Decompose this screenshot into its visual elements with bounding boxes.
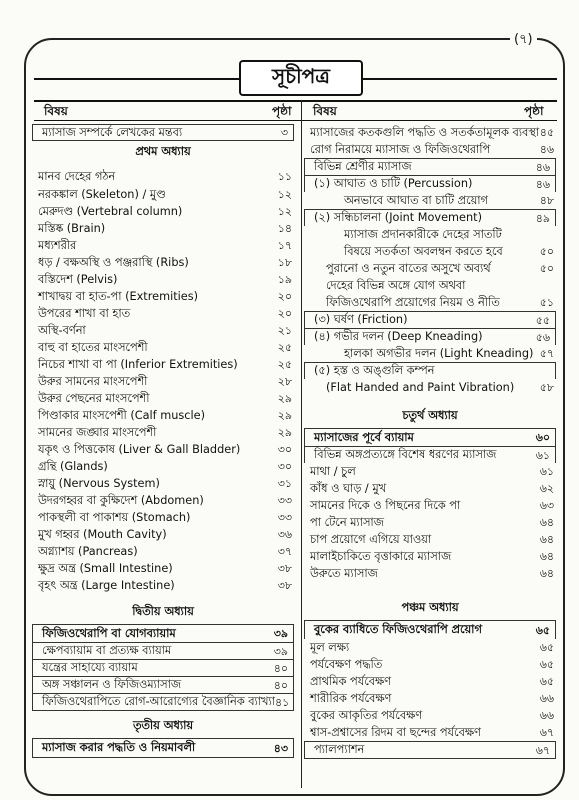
toc-entry-page: ৩৩ [277,494,292,507]
right-toc-row [304,446,556,463]
toc-entry-text: বিভিন্ন অঙ্গপ্রত্যঙ্গে বিশেষ ধরণের ম্যাসাজ [314,448,497,462]
toc-entry-text: (৪) গভীর দলন (Deep Kneading) [314,330,483,344]
left-toc-row [32,560,294,577]
right-toc-row [304,741,556,759]
left-page-header: পৃষ্ঠা [272,104,292,118]
toc-entry-page: ৬৫ [539,675,554,688]
toc-entry-text: (Flat Handed and Paint Vibration) [326,380,515,394]
left-toc-row [32,424,294,441]
right-toc-row [304,311,556,328]
toc-entry-page: ৬২ [539,482,554,495]
toc-entry-page: ৩১ [277,477,292,490]
toc-entry-text: ম্যাসাজ করার পদ্ধতি ও নিয়মাবলী [42,741,196,755]
left-toc-row [32,407,294,424]
toc-entry-text: সামনের জঙ্ঘার মাংসপেশী [38,425,157,439]
left-toc-row [32,124,294,141]
left-toc-row [32,271,294,288]
toc-entry-text: অস্থি-বর্ণনা [38,323,86,337]
toc-entry-page: ৩০ [277,443,292,456]
toc-entry-text: মাথা / চুল [310,464,356,478]
toc-entry-page: ৪১ [275,695,290,709]
left-toc-row [32,144,294,160]
left-toc-row [32,322,294,339]
right-toc-row [304,158,556,175]
right-toc-row [304,620,556,639]
toc-entry-text: ম্যাসাজের পূর্বে ব্যায়াম [314,430,414,444]
toc-entry-text: রোগ নিরাময়ে ম্যাসাজ ও ফিজিওথেরাপি [310,142,491,156]
left-toc-row [32,168,294,185]
toc-entry-page: ২৮ [277,375,292,388]
right-toc-row [304,209,556,226]
toc-entry-text: পঞ্চম অধ্যায় [401,601,459,615]
toc-entry-page: ৬১ [535,448,550,462]
toc-entry-page: ১১ [277,170,292,183]
right-toc-row [304,428,556,446]
toc-entry-text: কাঁধ ও ঘাড় / মুখ [310,481,387,495]
toc-entry-page: ৫১ [539,296,554,309]
toc-entry-text: মালাইচাকিতে বৃত্তাকারে ম্যাসাজ [310,549,452,563]
left-toc-row [32,186,294,203]
toc-entry-text: পা টেনে ম্যাসাজ [310,515,384,529]
left-toc-row [32,604,294,620]
toc-entry-text: (৩) ঘর্ষণ (Friction) [314,313,408,327]
toc-entry-text: প্যালপ্যাশন [314,743,365,757]
toc-entry-page: ৫৮ [539,381,554,394]
toc-entry-text: ম্যাসাজ সম্পর্কে লেখকের মন্তব্য [42,125,183,139]
right-toc-row [304,565,556,582]
toc-entry-text: চাপ প্রয়োগে এগিয়ে যাওয়া [310,532,432,546]
toc-entry-text: সামনের দিকে ও পিছনের দিকে পা [310,498,461,512]
toc-entry-page: ৪৫ [539,126,554,139]
toc-entry-page: ৫০ [539,245,554,258]
left-toc-row [32,642,294,659]
toc-entry-text: বুকের আকৃতির পর্যবেক্ষণ [310,708,423,722]
toc-entry-text: উরুর সামনের মাংসপেশী [38,374,148,388]
toc-entry-page: ৪৬ [535,160,550,174]
toc-entry-text: স্নায়ু (Nervous System) [38,476,160,490]
toc-entry-page: ১৭ [277,239,292,252]
left-toc-row [32,254,294,271]
right-toc-row [304,463,556,480]
column-divider [301,100,302,788]
left-toc-row [32,526,294,543]
toc-entry-text: মেরুদণ্ড (Vertebral column) [38,204,183,218]
toc-entry-text: প্রথম অধ্যায় [135,145,191,159]
toc-entry-text: (৫) হস্ত ও অঙ্গুলি কম্পন [314,364,435,378]
toc-entry-text: বাহু বা হাতের মাংসপেশী [38,340,148,354]
toc-entry-page: ২১ [277,324,292,337]
left-toc-row [32,676,294,693]
header-top-rule [34,100,557,102]
toc-entry-page: ৬৪ [539,567,554,580]
left-toc-row [32,577,294,594]
toc-entry-text: মুখ গহ্বর (Mouth Cavity) [38,527,167,541]
left-toc-row [32,458,294,475]
right-toc-row [304,408,556,424]
toc-entry-text: (১) আঘাত ও চাটি (Percussion) [314,177,473,191]
right-toc-row [304,548,556,565]
left-toc-row [32,475,294,492]
toc-entry-page: ৪৯ [535,211,550,225]
right-toc-row [304,600,556,616]
right-subject-header: বিষয় [313,104,337,118]
toc-entry-page: ৩৭ [277,545,292,558]
toc-entry-page: ৩৯ [273,644,288,658]
right-toc-row [304,707,556,724]
toc-entry-page: ২৫ [277,358,292,371]
left-toc-row [32,373,294,390]
header-bottom-rule [34,120,557,121]
toc-entry-text: চতুর্থ অধ্যায় [402,409,458,423]
right-toc-row [304,175,556,192]
right-toc-row [304,124,556,141]
title-rule-right [363,78,557,80]
left-toc-row [32,659,294,676]
toc-entry-text: ম্যাসাজের কতকগুলি পদ্ধতি ও সতর্কতামূলক ব্যবস্থা [310,125,540,139]
toc-entry-text: নিচের শাখা বা পা (Inferior Extremities) [38,357,238,371]
toc-entry-text: (২) সন্ধিচালনা (Joint Movement) [314,211,483,225]
right-toc-row [304,277,556,294]
toc-entry-page: ১৪ [277,222,292,235]
toc-entry-text: ধড় / বক্ষঅস্থি ও পঞ্জরাস্থি (Ribs) [38,255,189,269]
toc-entry-text: উরুতে ম্যাসাজ [310,566,378,580]
right-toc-row [304,192,556,209]
toc-entry-text: নরকঙ্কাল (Skeleton) / মুণ্ড [38,187,166,201]
left-toc-row [32,305,294,322]
title-rule-left [34,78,239,80]
toc-entry-page: ২৯ [277,392,292,405]
right-toc-row [304,294,556,311]
left-toc-row [32,441,294,458]
toc-entry-page: ২৯ [277,426,292,439]
right-toc-row [304,724,556,741]
toc-entry-text: গ্রন্থি (Glands) [38,459,108,473]
right-toc-row [304,362,556,379]
right-toc-row [304,345,556,362]
toc-entry-text: বিভিন্ন শ্রেণীর ম্যাসাজ [314,160,412,174]
right-page-header: পৃষ্ঠা [524,104,544,118]
toc-entry-page: ১২ [277,188,292,201]
left-toc-row [32,543,294,560]
toc-entry-page: ১৮ [277,256,292,269]
right-toc-row [304,260,556,277]
left-toc-row [32,339,294,356]
toc-entry-text: হালকা অগভীর দলন (Light Kneading) [344,346,534,360]
toc-entry-page: ৪৬ [535,177,550,191]
right-toc-row [304,639,556,656]
toc-entry-text: অনভাবে আঘাত বা চাটি প্রয়োগ [344,193,488,207]
right-toc-row [304,480,556,497]
right-toc-row [304,328,556,345]
toc-entry-page: ২৫ [277,341,292,354]
toc-entry-text: পর্যবেক্ষণ পদ্ধতি [310,657,383,671]
toc-entry-page: ৩৩ [277,511,292,524]
toc-entry-page: ৪০ [273,678,288,692]
toc-entry-text: বস্তিদেশ (Pelvis) [38,272,118,286]
left-toc-row [32,738,294,758]
toc-entry-page: ৬৫ [535,623,550,637]
toc-title: সূচীপত্র [239,60,363,96]
toc-entry-page: ৬০ [535,431,550,444]
left-toc-row [32,390,294,407]
toc-entry-text: পুরানো ও নতুন বাতের অসুখে অব্যর্থ [326,261,491,275]
toc-entry-page: ৪৩ [273,741,288,755]
toc-entry-page: ৬৪ [539,533,554,546]
left-toc-row [32,693,294,711]
left-toc-row [32,203,294,220]
toc-entry-page: ৫০ [539,262,554,275]
toc-entry-text: উপরের শাখা বা হাত [38,306,131,320]
toc-entry-page: ৪৬ [539,143,554,156]
toc-entry-page: ৬৫ [539,641,554,654]
toc-entry-page: ৩ [280,126,288,139]
right-toc-row [304,673,556,690]
toc-entry-text: ম্যাসাজ প্রদানকারীকে দেহের সাতটি [344,227,502,241]
toc-entry-page: ২০ [277,290,292,303]
right-toc-row [304,226,556,243]
right-toc-row [304,379,556,396]
left-toc-row [32,624,294,642]
toc-entry-page: ৩৯ [273,627,288,640]
page-number: (৭) [510,30,537,51]
toc-entry-page: ৬৫ [539,658,554,671]
toc-entry-page: ২৯ [277,409,292,422]
toc-entry-text: ফিজিওথেরাপি প্রয়োগের নিয়ম ও নীতি [326,295,500,309]
toc-entry-page: ৬৪ [539,550,554,563]
toc-entry-text: বিষয়ে সতর্কতা অবলম্বন করতে হবে [344,244,503,258]
toc-entry-text: মানব দেহের গঠন [38,169,116,183]
toc-entry-page: ৪০ [273,661,288,675]
left-toc-row [32,718,294,734]
toc-entry-text: তৃতীয় অধ্যায় [132,719,194,733]
toc-entry-page: ১২ [277,205,292,218]
toc-entry-text: উরুর পেছনের মাংসপেশী [38,391,150,405]
toc-entry-page: ১৯ [277,273,292,286]
toc-entry-text: মস্তিষ্ক (Brain) [38,221,106,235]
toc-entry-text: অঙ্গ সঞ্চালন ও ফিজিওম্যাসাজ [42,678,181,692]
left-toc-row [32,237,294,254]
toc-entry-text: পিণ্ডাকার মাংসপেশী (Calf muscle) [38,408,206,422]
right-toc-row [304,656,556,673]
toc-entry-page: ৫৭ [539,347,554,360]
left-toc-row [32,356,294,373]
right-toc-row [304,243,556,260]
toc-entry-text: বৃহৎ অন্ত্র (Large Intestine) [38,578,175,592]
toc-entry-text: প্রাথমিক পর্যবেক্ষণ [310,674,392,688]
toc-entry-text: বুকের ব্যাধিতে ফিজিওথেরাপি প্রয়োগ [314,623,482,637]
toc-entry-text: দেহের বিভিন্ন অঙ্গে যোগ অথবা [326,278,466,292]
toc-entry-page: ৩০ [277,460,292,473]
left-subject-header: বিষয় [44,104,68,118]
left-toc-row [32,509,294,526]
left-toc-row [32,220,294,237]
toc-entry-text: পাকস্থলী বা পাকাশয় (Stomach) [38,510,191,524]
toc-entry-page: ৬১ [539,465,554,478]
toc-entry-page: ২০ [277,307,292,320]
right-toc-row [304,141,556,158]
toc-entry-page: ৩৮ [277,562,292,575]
left-toc-row [32,288,294,305]
toc-entry-page: ৬৬ [539,692,554,705]
toc-entry-text: মধ্যশরীর [38,238,77,252]
toc-entry-page: ৪৮ [539,194,554,207]
right-toc-row [304,531,556,548]
toc-entry-text: ফিজিওথেরাপিতে রোগ-আরোগ্যের বৈজ্ঞানিক ব্যাখ্যা [42,695,276,709]
toc-entry-text: যকৃৎ ও পিত্তকোষ (Liver & Gall Bladder) [38,442,241,456]
toc-entry-text: ফিজিওথেরাপি বা যোগব্যায়াম [42,626,176,640]
toc-entry-page: ৫৫ [535,313,550,327]
toc-entry-page: ৬৭ [535,743,550,757]
right-toc-row [304,690,556,707]
toc-entry-text: যন্ত্রের সাহায্যে ব্যায়াম [42,661,138,675]
toc-entry-text: দ্বিতীয় অধ্যায় [132,605,194,619]
toc-entry-text: শ্বাস-প্রশ্বাসের রিদম বা ছন্দের পর্যবেক্ষণ [310,725,481,739]
toc-entry-text: উদরগহ্বর বা কুক্ষিদেশ (Abdomen) [38,493,204,507]
right-toc-row [304,514,556,531]
toc-entry-page: ৫৬ [535,330,550,344]
toc-entry-page: ৩৮ [277,579,292,592]
toc-entry-text: ক্ষুদ্র অন্ত্র (Small Intestine) [38,561,173,575]
toc-entry-page: ৬৬ [539,709,554,722]
toc-entry-text: অগ্ন্যাশয় (Pancreas) [38,544,138,558]
left-toc-row [32,492,294,509]
right-toc-row [304,497,556,514]
toc-entry-page: ৬৪ [539,516,554,529]
toc-entry-text: শাখাদ্বয় বা হাত-পা (Extremities) [38,289,199,303]
toc-entry-text: শারীরিক পর্যবেক্ষণ [310,691,392,705]
toc-entry-text: ক্ষেপব্যায়াম বা প্রত্যক্ষ ব্যায়াম [42,644,172,658]
toc-entry-page: ৩৬ [277,528,292,541]
toc-entry-page: ৬৭ [539,726,554,739]
toc-entry-text: মূল লক্ষ্য [310,640,350,654]
toc-entry-page: ৬৩ [539,499,554,512]
